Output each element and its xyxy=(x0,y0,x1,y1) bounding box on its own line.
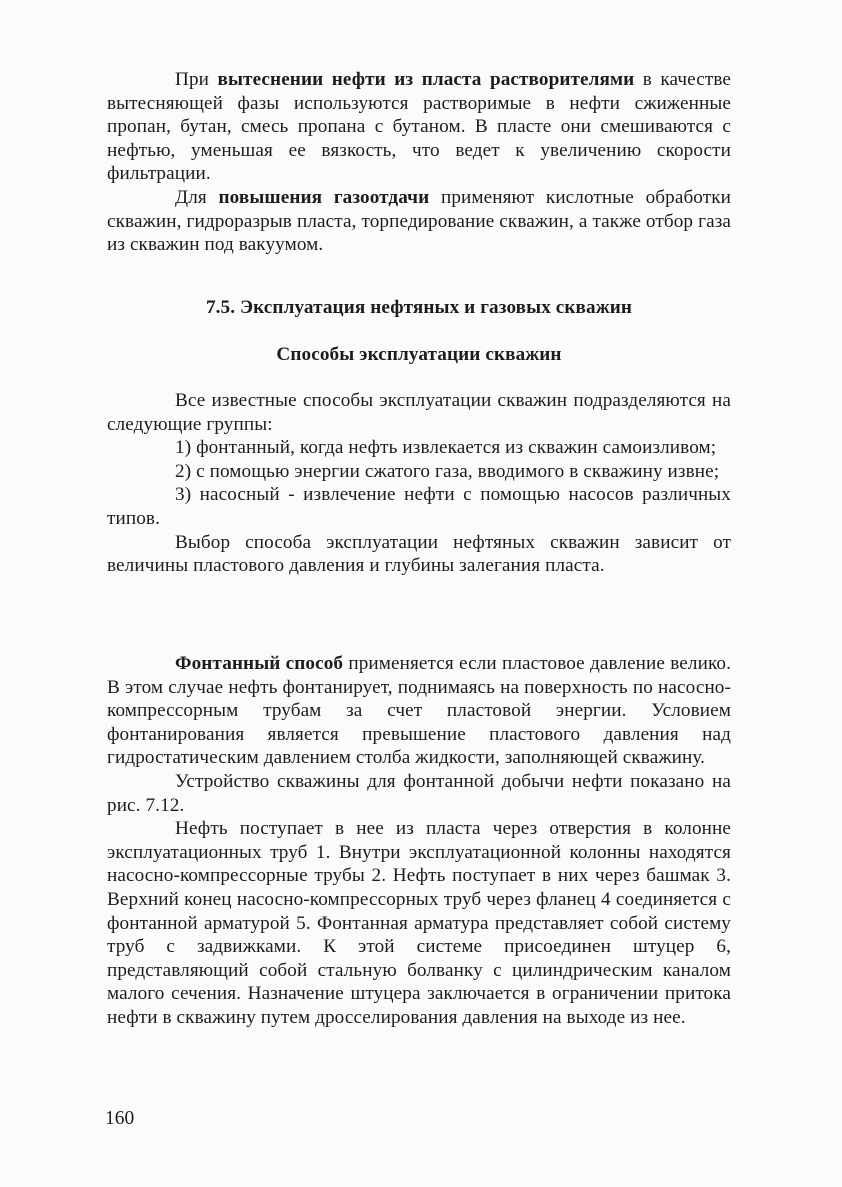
bold-term: вытеснении нефти из пласта растворителями xyxy=(217,69,635,90)
page-number: 160 xyxy=(105,1108,135,1129)
flowing-method-block xyxy=(107,652,731,1030)
section-heading-block xyxy=(107,296,731,320)
methods-block xyxy=(107,389,731,578)
paragraph-text: применяется если пластовое давление велико. В этом случае нефть фонтанирует, поднимаясь на поверхность по насосно-компрессорным трубам за счет пластовой энергии. Условием фонтанирования является превышение пластового давления над гидростатическим давлением столба жидкости, заполняющей скважину. xyxy=(107,653,731,769)
subsection-heading-block xyxy=(107,343,731,367)
methods-item-1: 1) фонтанный, когда нефть извлекается из скважин самоизливом; xyxy=(175,437,717,459)
methods-item-2: 2) с помощью энергии сжатого газа, вводимого в скважину извне; xyxy=(175,460,720,482)
methods-intro: Все известные способы эксплуатации скважин подразделяются на следующие группы: xyxy=(107,390,731,435)
paragraph-lead: Для xyxy=(175,187,219,208)
paragraph-text: применяют кислотные обработки скважин, гидроразрыв пласта, торпедирование скважин, а также отбор газа из скважин под вакуумом. xyxy=(107,187,732,256)
description-paragraph: Нефть поступает в нее из пласта через отверстия в колонне эксплуатационных труб 1. Внутри эксплуатационной колонны находятся насосно-компрессорные трубы 2. Нефть поступает в них через башмак 3. Верхний конец насосно-компрессорных труб через фланец 4 соединяется с фонтанной арматурой 5. Фонтанная арматура представляет собой систему труб с задвижками. К этой системе присоединен штуцер 6, представляющий собой стальную болванку с цилиндрическим каналом малого сечения. Назначение штуцера заключается в ограничении притока нефти в скважину путем дросселирования давления на выходе из нее. xyxy=(107,818,731,1028)
methods-item-3: 3) насосный - извлечение нефти с помощью насосов различных типов. xyxy=(107,484,731,529)
bold-term: Фонтанный способ xyxy=(175,653,344,674)
section-heading: 7.5. Эксплуатация нефтяных и газовых скважин xyxy=(205,297,633,318)
paragraph-gas-recovery xyxy=(107,186,731,257)
bold-term: повышения газоотдачи xyxy=(218,187,430,208)
device-paragraph: Устройство скважины для фонтанной добычи нефти показано на рис. 7.12. xyxy=(107,770,731,816)
subsection-heading: Способы эксплуатации скважин xyxy=(276,344,562,365)
methods-choice: Выбор способа эксплуатации нефтяных скважин зависит от величины пластового давления и глубины залегания пласта. xyxy=(107,531,731,577)
paragraph-solvents xyxy=(107,68,731,186)
paragraph-text: в качестве вытесняющей фазы используются растворимые в нефти сжиженные пропан, бутан, смесь пропана с бутаном. В пласте они смешиваются с нефтью, уменьшая ее вязкость, что ведет к увеличению скорости фильтрации. xyxy=(107,69,732,185)
paragraph-lead: При xyxy=(175,69,218,90)
